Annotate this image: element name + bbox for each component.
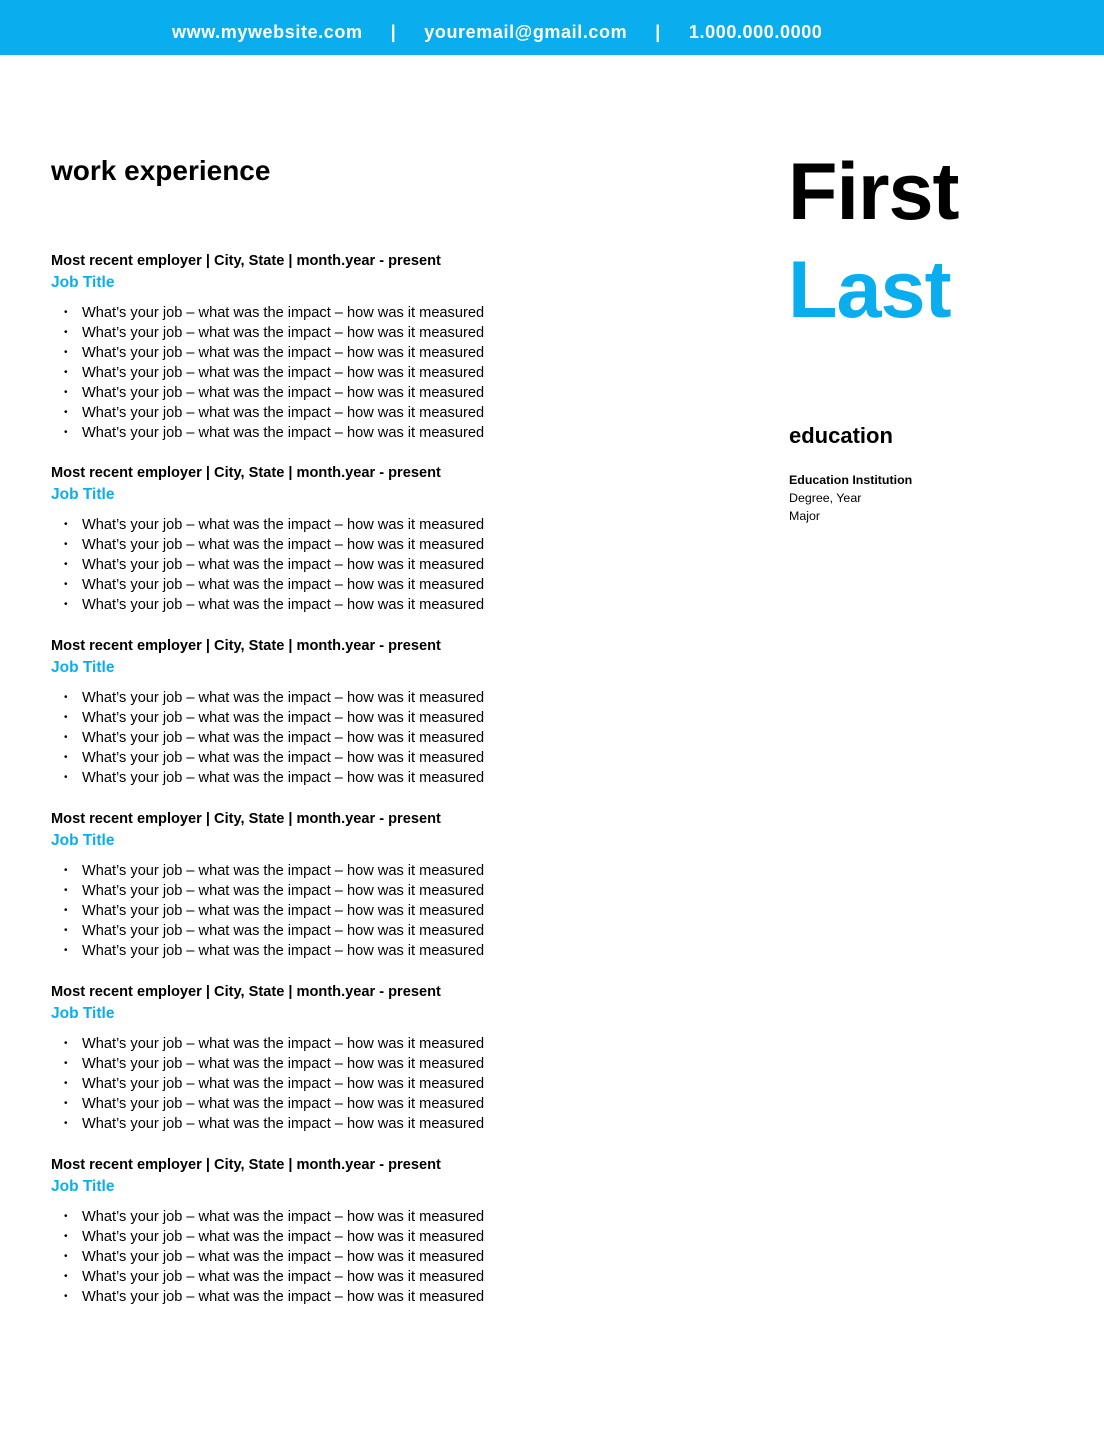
job-bullet-list <box>51 688 611 788</box>
job-title: Job Title <box>51 486 115 503</box>
job-title: Job Title <box>51 659 115 676</box>
job-bullet-item <box>51 535 611 555</box>
bullet-dot-icon: • <box>64 1038 68 1049</box>
job-bullet-item <box>51 403 611 423</box>
job-bullet-item <box>51 1247 611 1267</box>
job-bullet-item <box>51 708 611 728</box>
education-heading: education <box>789 423 893 448</box>
job-employer-header: Most recent employer | City, State | month.year - present <box>51 811 441 827</box>
job-bullet-text: What’s your job – what was the impact – how was it measured <box>82 385 485 401</box>
job-bullet-text: What’s your job – what was the impact – how was it measured <box>82 517 485 533</box>
job-bullet-text: What’s your job – what was the impact – how was it measured <box>82 1076 485 1092</box>
bullet-dot-icon: • <box>64 307 68 318</box>
bullet-dot-icon: • <box>64 367 68 378</box>
education-institution: Education Institution <box>789 473 913 487</box>
job-bullet-item <box>51 1287 611 1307</box>
job-title: Job Title <box>51 274 115 291</box>
job-bullet-item <box>51 1074 611 1094</box>
bullet-dot-icon: • <box>64 539 68 550</box>
job-bullet-item <box>51 748 611 768</box>
job-bullet-item <box>51 1114 611 1134</box>
bullet-dot-icon: • <box>64 327 68 338</box>
job-bullet-item <box>51 881 611 901</box>
job-bullet-text: What’s your job – what was the impact – how was it measured <box>82 305 485 321</box>
job-bullet-item <box>51 343 611 363</box>
bullet-dot-icon: • <box>64 752 68 763</box>
job-bullet-text: What’s your job – what was the impact – how was it measured <box>82 577 485 593</box>
job-bullet-item <box>51 941 611 961</box>
job-bullet-item <box>51 1054 611 1074</box>
job-bullet-text: What’s your job – what was the impact – how was it measured <box>82 923 485 939</box>
job-bullet-item <box>51 383 611 403</box>
job-bullet-item <box>51 901 611 921</box>
job-bullet-text: What’s your job – what was the impact – how was it measured <box>82 770 485 786</box>
education-entry <box>789 471 912 525</box>
job-bullet-text: What’s your job – what was the impact – how was it measured <box>82 883 485 899</box>
bullet-dot-icon: • <box>64 712 68 723</box>
contact-separator: | <box>390 21 397 42</box>
job-bullet-text: What’s your job – what was the impact – how was it measured <box>82 750 485 766</box>
bullet-dot-icon: • <box>64 1231 68 1242</box>
job-bullet-text: What’s your job – what was the impact – how was it measured <box>82 1209 485 1225</box>
job-bullet-item <box>51 555 611 575</box>
job-bullet-text: What’s your job – what was the impact – how was it measured <box>82 730 485 746</box>
job-bullet-item <box>51 323 611 343</box>
job-bullet-item <box>51 1267 611 1287</box>
job-title: Job Title <box>51 1178 115 1195</box>
job-bullet-list <box>51 515 611 615</box>
job-employer-header: Most recent employer | City, State | month.year - present <box>51 1157 441 1173</box>
contact-header-bar <box>0 0 1104 55</box>
job-bullet-item <box>51 1207 611 1227</box>
job-bullet-text: What’s your job – what was the impact – how was it measured <box>82 903 485 919</box>
job-bullet-text: What’s your job – what was the impact – how was it measured <box>82 710 485 726</box>
job-bullet-item <box>51 861 611 881</box>
job-bullet-text: What’s your job – what was the impact – how was it measured <box>82 345 485 361</box>
job-bullet-text: What’s your job – what was the impact – how was it measured <box>82 1249 485 1265</box>
job-employer-header: Most recent employer | City, State | month.year - present <box>51 984 441 1000</box>
bullet-dot-icon: • <box>64 945 68 956</box>
job-bullet-item <box>51 1227 611 1247</box>
job-bullet-item <box>51 921 611 941</box>
email-link[interactable]: youremail@gmail.com <box>424 21 628 42</box>
job-bullet-item <box>51 728 611 748</box>
job-bullet-text: What’s your job – what was the impact – how was it measured <box>82 537 485 553</box>
education-degree: Degree, Year <box>789 491 862 505</box>
bullet-dot-icon: • <box>64 1078 68 1089</box>
job-bullet-item <box>51 768 611 788</box>
bullet-dot-icon: • <box>64 1291 68 1302</box>
contact-row <box>172 19 822 45</box>
job-bullet-text: What’s your job – what was the impact – how was it measured <box>82 405 485 421</box>
bullet-dot-icon: • <box>64 599 68 610</box>
job-bullet-text: What’s your job – what was the impact – how was it measured <box>82 365 485 381</box>
bullet-dot-icon: • <box>64 519 68 530</box>
job-employer-header: Most recent employer | City, State | month.year - present <box>51 465 441 481</box>
job-bullet-item <box>51 363 611 383</box>
bullet-dot-icon: • <box>64 1058 68 1069</box>
bullet-dot-icon: • <box>64 925 68 936</box>
job-bullet-text: What’s your job – what was the impact – how was it measured <box>82 943 485 959</box>
job-bullet-text: What’s your job – what was the impact – how was it measured <box>82 325 485 341</box>
work-experience-list <box>51 251 611 1328</box>
job-bullet-text: What’s your job – what was the impact – how was it measured <box>82 1289 485 1305</box>
bullet-dot-icon: • <box>64 865 68 876</box>
job-bullet-text: What’s your job – what was the impact – how was it measured <box>82 1036 485 1052</box>
bullet-dot-icon: • <box>64 579 68 590</box>
job-bullet-text: What’s your job – what was the impact – how was it measured <box>82 425 485 441</box>
job-entry <box>51 636 611 809</box>
first-name: First <box>788 147 959 237</box>
bullet-dot-icon: • <box>64 772 68 783</box>
bullet-dot-icon: • <box>64 427 68 438</box>
job-bullet-item <box>51 575 611 595</box>
job-entry <box>51 1155 611 1328</box>
job-bullet-item <box>51 515 611 535</box>
job-bullet-text: What’s your job – what was the impact – how was it measured <box>82 1056 485 1072</box>
bullet-dot-icon: • <box>64 1211 68 1222</box>
job-bullet-list <box>51 861 611 961</box>
bullet-dot-icon: • <box>64 1271 68 1282</box>
job-entry <box>51 251 611 463</box>
bullet-dot-icon: • <box>64 347 68 358</box>
phone-number[interactable]: 1.000.000.0000 <box>688 21 823 42</box>
last-name: Last <box>788 245 951 335</box>
job-title: Job Title <box>51 832 115 849</box>
job-bullet-text: What’s your job – what was the impact – how was it measured <box>82 557 485 573</box>
job-employer-header: Most recent employer | City, State | month.year - present <box>51 638 441 654</box>
job-bullet-item <box>51 1034 611 1054</box>
contact-separator: | <box>655 21 661 42</box>
job-bullet-item <box>51 1094 611 1114</box>
job-bullet-text: What’s your job – what was the impact – how was it measured <box>82 597 485 613</box>
job-bullet-text: What’s your job – what was the impact – how was it measured <box>82 1269 485 1285</box>
bullet-dot-icon: • <box>64 1098 68 1109</box>
bullet-dot-icon: • <box>64 905 68 916</box>
bullet-dot-icon: • <box>64 1118 68 1129</box>
bullet-dot-icon: • <box>64 559 68 570</box>
job-bullet-item <box>51 423 611 443</box>
job-entry <box>51 809 611 982</box>
job-bullet-text: What’s your job – what was the impact – how was it measured <box>82 1116 485 1132</box>
job-bullet-item <box>51 595 611 615</box>
bullet-dot-icon: • <box>64 692 68 703</box>
job-bullet-text: What’s your job – what was the impact – how was it measured <box>82 690 485 706</box>
website-link[interactable]: www.mywebsite.com <box>172 21 363 42</box>
bullet-dot-icon: • <box>64 885 68 896</box>
job-entry <box>51 982 611 1155</box>
bullet-dot-icon: • <box>64 732 68 743</box>
job-employer-header: Most recent employer | City, State | month.year - present <box>51 253 441 269</box>
work-experience-heading: work experience <box>51 155 271 186</box>
job-bullet-text: What’s your job – what was the impact – how was it measured <box>82 863 485 879</box>
bullet-dot-icon: • <box>64 1251 68 1262</box>
job-bullet-text: What’s your job – what was the impact – how was it measured <box>82 1229 485 1245</box>
bullet-dot-icon: • <box>64 387 68 398</box>
job-bullet-list <box>51 1034 611 1134</box>
job-entry <box>51 463 611 636</box>
education-major: Major <box>789 509 820 523</box>
job-bullet-item <box>51 688 611 708</box>
job-bullet-item <box>51 303 611 323</box>
job-title: Job Title <box>51 1005 115 1022</box>
bullet-dot-icon: • <box>64 407 68 418</box>
job-bullet-list <box>51 1207 611 1307</box>
job-bullet-list <box>51 303 611 443</box>
job-bullet-text: What’s your job – what was the impact – how was it measured <box>82 1096 485 1112</box>
